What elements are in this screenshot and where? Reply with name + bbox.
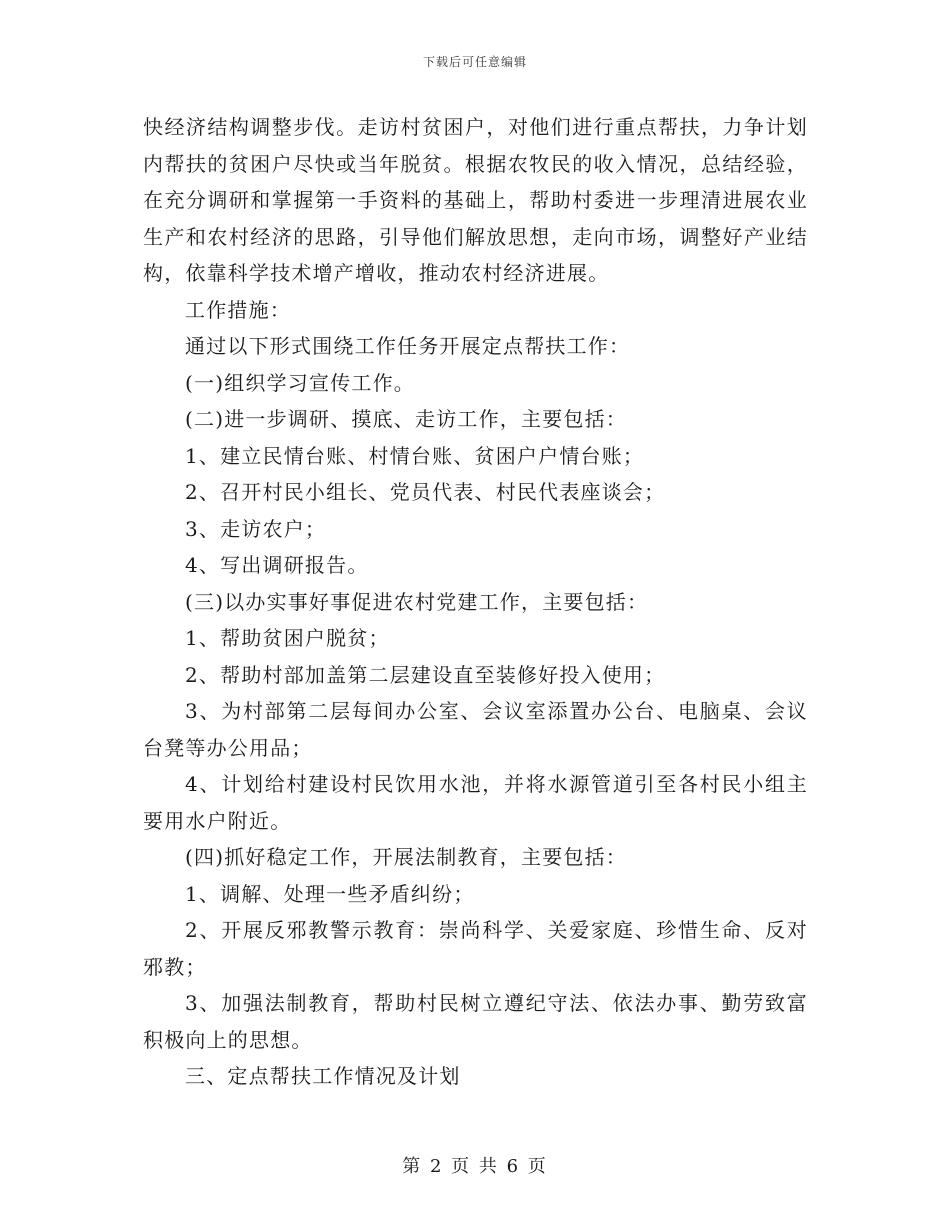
- paragraph: (四)抓好稳定工作，开展法制教育，主要包括：: [185, 845, 628, 869]
- paragraph: 1、帮助贫困户脱贫；: [185, 626, 390, 650]
- section-heading: 三、定点帮扶工作情况及计划: [185, 1064, 461, 1088]
- body-text: [143, 109, 808, 1095]
- paragraph: 2、开展反邪教警示教育：崇尚科学、关爱家庭、珍惜生命、反对邪教；: [143, 918, 808, 979]
- paragraph: 2、帮助村部加盖第二层建设直至装修好投入使用；: [185, 662, 666, 687]
- paragraph: 1、建立民情台账、村情台账、贫困户户情台账；: [185, 443, 645, 468]
- paragraph: 2、召开村民小组长、党员代表、村民代表座谈会；: [185, 480, 666, 504]
- paragraph: (三)以办实事好事促进农村党建工作，主要包括：: [185, 589, 649, 614]
- page-header: 下载后可任意编辑: [422, 55, 527, 69]
- paragraph: 工作措施：: [185, 297, 291, 322]
- paragraph: 3、为村部第二层每间办公室、会议室添置办公台、电脑桌、会议台凳等办公用品；: [143, 699, 808, 760]
- paragraph: 3、加强法制教育，帮助村民树立遵纪守法、依法办事、勤劳致富积极向上的思想。: [143, 991, 808, 1052]
- paragraph: 3、走访农户；: [185, 516, 327, 541]
- paragraph: 通过以下形式围绕工作任务开展定点帮扶工作：: [185, 334, 631, 358]
- paragraph: 4、计划给村建设村民饮用水池，并将水源管道引至各村民小组主要用水户附近。: [143, 772, 808, 833]
- paragraph: (一)组织学习宣传工作。: [185, 370, 416, 395]
- page-footer: 第 2 页 共 6 页: [402, 1156, 548, 1177]
- paragraph: 快经济结构调整步伐。走访村贫困户，对他们进行重点帮扶，力争计划内帮扶的贫困户尽快或当年脱贫。根据农牧民的收入情况，总结经验，在充分调研和掌握第一手资料的基础上，帮助村委进一步理清进展农业生产和农村经济的思路，引导他们解放思想，走向市场，调整好产业结构，依靠科学技术增产增收，推动农村经济进展。: [143, 115, 808, 285]
- paragraph: 4、写出调研报告。: [185, 553, 369, 577]
- paragraph: 1、调解、处理一些矛盾纠纷；: [185, 881, 475, 906]
- paragraph: (二)进一步调研、摸底、走访工作，主要包括：: [185, 407, 628, 431]
